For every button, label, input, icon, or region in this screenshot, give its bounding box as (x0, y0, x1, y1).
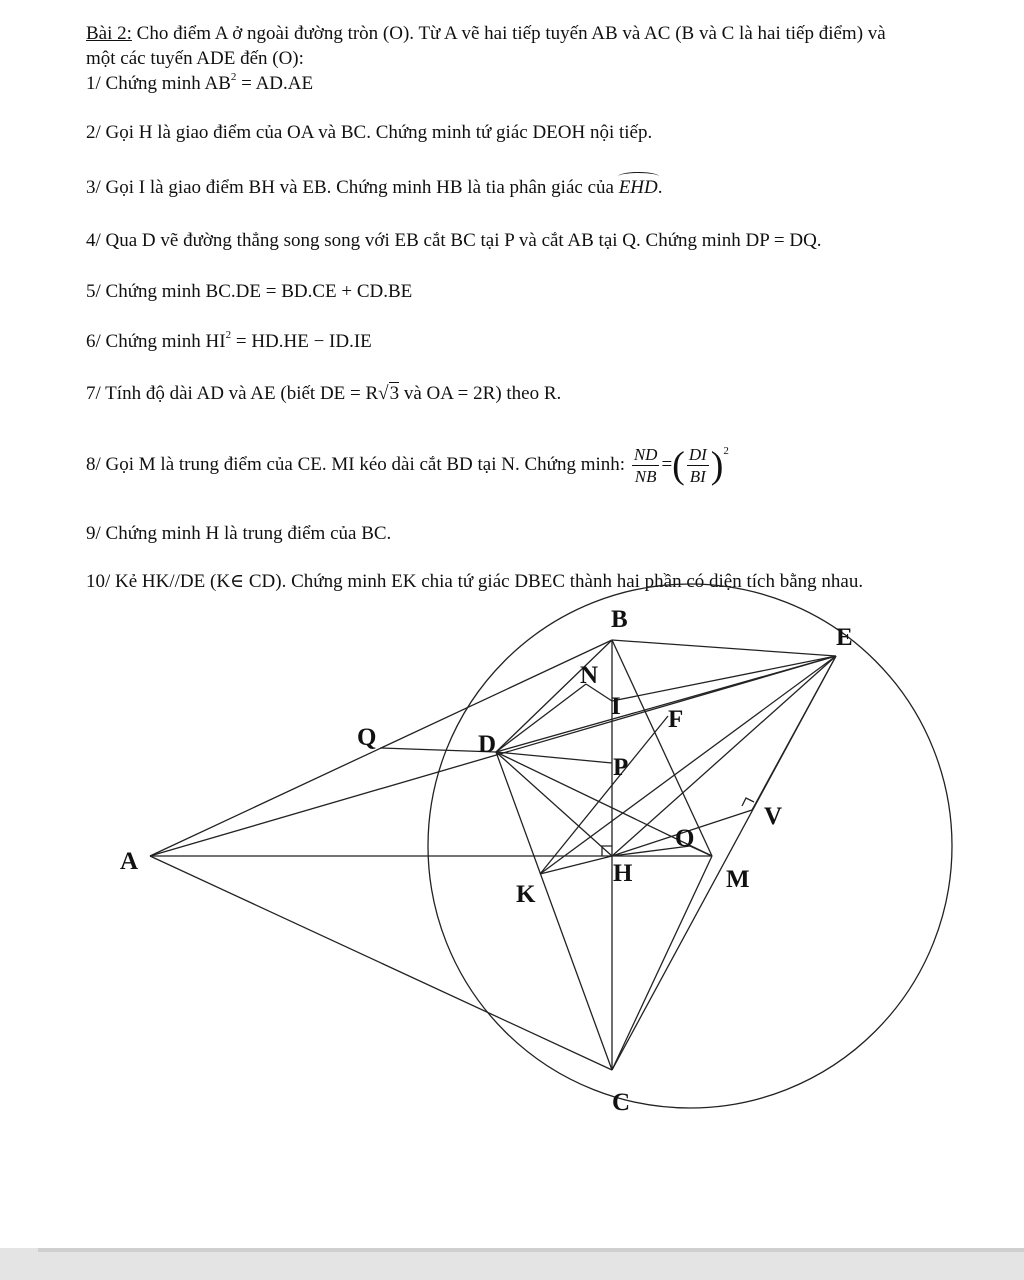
tangent-ac (150, 856, 612, 1070)
label-k: K (516, 881, 536, 908)
question-10: 10/ Kẻ HK//DE (K∈ CD). Chứng minh EK chia tứ giác DBEC thành hai phần có diện tích bằng nhau. (86, 571, 864, 592)
label-e: E (836, 624, 853, 651)
segment-be (612, 640, 836, 656)
label-o: O (675, 825, 695, 852)
label-h: H (613, 860, 633, 887)
label-v: V (764, 803, 783, 830)
label-c: C (612, 1089, 631, 1116)
intro-line-2: một các tuyến ADE đến (O): (86, 48, 304, 69)
label-p: P (613, 754, 629, 781)
segment-dp (496, 752, 612, 763)
label-d: D (478, 731, 497, 758)
fraction-di-bi: $\frac{DI}{BI}$ (688, 445, 707, 487)
question-9: 9/ Chứng minh H là trung điểm của BC. (86, 523, 392, 544)
fraction-nd-nb: $\frac{ND}{NB}$ (633, 445, 658, 487)
segment-bm (612, 640, 712, 856)
segment-dh (496, 752, 612, 856)
problem-title: Bài 2: (86, 23, 132, 44)
question-6: 6/ Chứng minh $HI^2 = HD.HE - ID.IE$ (86, 329, 372, 352)
right-angle-v (742, 798, 754, 806)
segment-eh (612, 656, 836, 856)
label-f: F (668, 706, 684, 733)
label-i: I (611, 693, 621, 720)
label-q: Q (357, 724, 377, 751)
question-8: 8/ Gọi M là trung điểm của CE. MI kéo dài cắt BD tại N. Chứng minh: $\frac{ND}{NB}$ =( $\frac{DI}{BI}$ )$^2$ (86, 444, 729, 487)
label-a: A (120, 848, 139, 875)
label-n: N (580, 662, 599, 689)
question-2: 2/ Gọi H là giao điểm của OA và BC. Chứng minh tứ giác DEOH nội tiếp. (86, 122, 653, 143)
question-1: 1/ Chứng minh $AB^2 = AD.AE$ (86, 71, 314, 94)
segment-mc (612, 856, 712, 1070)
question-7: 7/ Tính độ dài AD và AE (biết DE = R√3 và OA = 2R) theo R. (86, 383, 562, 404)
segment-ev (752, 656, 836, 810)
intro-text-1: Cho điểm A ở ngoài đường tròn (O). Từ A vẽ hai tiếp tuyến AB và AC (B và C là hai tiếp điểm) và (131, 23, 886, 44)
label-m: M (726, 866, 750, 893)
question-5: 5/ Chứng minh BC.DE = BD.CE + CD.BE (86, 281, 413, 302)
label-b: B (611, 606, 628, 633)
question-4: 4/ Qua D vẽ đường thẳng song song với EB cắt BC tại P và cắt AB tại Q. Chứng minh DP = DQ. (86, 230, 822, 251)
question-3: 3/ Gọi I là giao điểm BH và EB. Chứng minh HB là tia phân giác của EHD. (86, 177, 663, 198)
segment-hk (540, 856, 612, 874)
angle-ehd: EHD (618, 177, 658, 198)
segment-ed (612, 656, 836, 701)
segment-kf (540, 716, 668, 874)
